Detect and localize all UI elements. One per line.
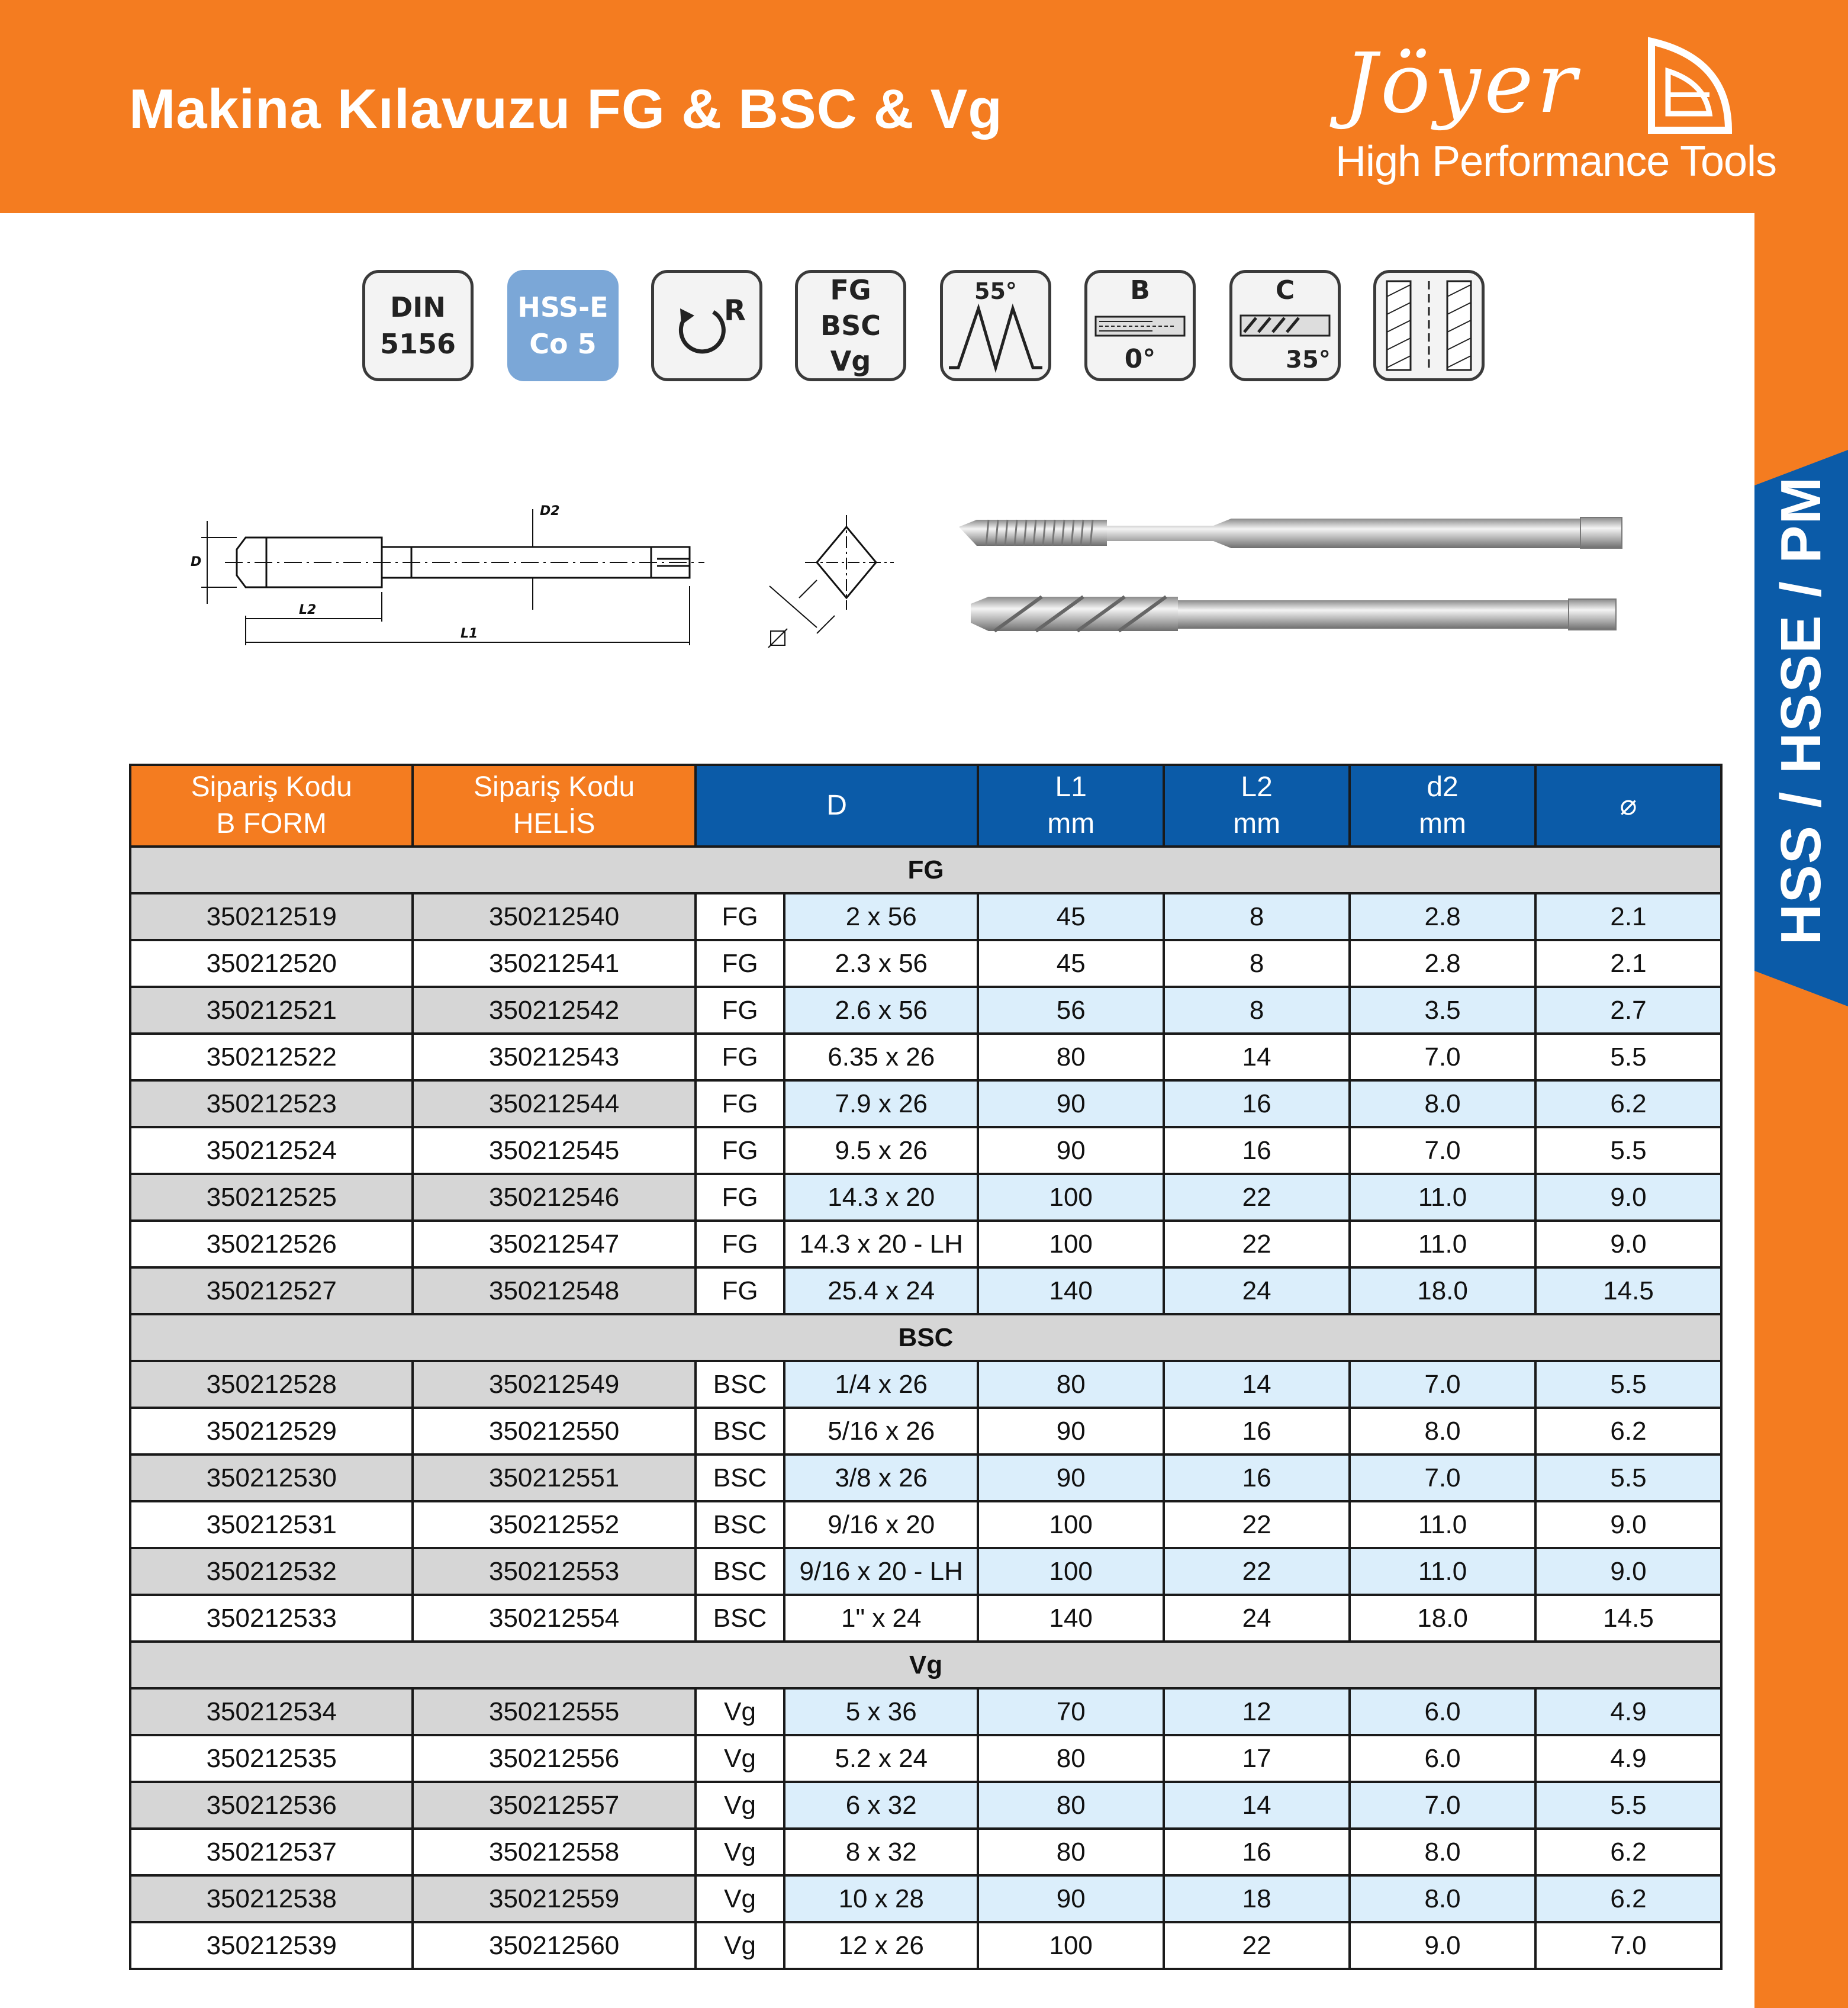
table-row bbox=[130, 1548, 1721, 1595]
shank-d2: 18.0 bbox=[1350, 1267, 1535, 1314]
header-line: ⌀ bbox=[1620, 790, 1637, 821]
shank-d2: 8.0 bbox=[1350, 1875, 1535, 1922]
length-l2: 22 bbox=[1164, 1501, 1350, 1548]
thread-size: 1" x 24 bbox=[784, 1595, 978, 1642]
shank-d2: 8.0 bbox=[1350, 1829, 1535, 1875]
table-row bbox=[130, 893, 1721, 940]
thread-standard: Vg bbox=[696, 1875, 784, 1922]
square-size: 6.2 bbox=[1535, 1875, 1721, 1922]
order-code-b-form: 350212522 bbox=[130, 1034, 413, 1080]
shank-d2: 6.0 bbox=[1350, 1688, 1535, 1735]
length-l2: 16 bbox=[1164, 1829, 1350, 1875]
square-size: 4.9 bbox=[1535, 1688, 1721, 1735]
rotation-arrow-icon bbox=[662, 287, 751, 364]
header-d bbox=[696, 765, 978, 847]
header-line: Sipariş Kodu bbox=[474, 771, 635, 803]
thread-size: 12 x 26 bbox=[784, 1922, 978, 1969]
through-hole-icon bbox=[1373, 270, 1485, 381]
table-row bbox=[130, 1782, 1721, 1829]
table-row bbox=[130, 1454, 1721, 1501]
rotation-right-icon bbox=[651, 270, 762, 381]
thread-standard: FG bbox=[696, 987, 784, 1034]
brand-tagline: High Performance Tools bbox=[1335, 138, 1777, 185]
square-size: 6.2 bbox=[1535, 1408, 1721, 1454]
length-l1: 56 bbox=[978, 987, 1164, 1034]
brand-name: Jöyer bbox=[1344, 36, 1580, 132]
thread-size: 6 x 32 bbox=[784, 1782, 978, 1829]
length-l1: 100 bbox=[978, 1501, 1164, 1548]
thread-size: 2.6 x 56 bbox=[784, 987, 978, 1034]
b-form-icon bbox=[1084, 270, 1196, 381]
header-order-code-b-form bbox=[130, 765, 413, 847]
thread-standard: FG bbox=[696, 1221, 784, 1267]
length-l1: 80 bbox=[978, 1782, 1164, 1829]
square-size: 6.2 bbox=[1535, 1829, 1721, 1875]
header-d2 bbox=[1350, 765, 1535, 847]
order-code-helix: 350212542 bbox=[413, 987, 695, 1034]
thread-size: 9/16 x 20 bbox=[784, 1501, 978, 1548]
length-l1: 70 bbox=[978, 1688, 1164, 1735]
length-l1: 80 bbox=[978, 1361, 1164, 1408]
square-size: 14.5 bbox=[1535, 1267, 1721, 1314]
thread-standard: BSC bbox=[696, 1361, 784, 1408]
table-row bbox=[130, 1080, 1721, 1127]
brand-block bbox=[1326, 24, 1777, 195]
length-l1: 100 bbox=[978, 1174, 1164, 1221]
helix-flute-tap bbox=[971, 597, 1616, 631]
brand-logo-icon bbox=[1646, 36, 1734, 136]
order-code-b-form: 350212530 bbox=[130, 1454, 413, 1501]
standard-bsc: BSC bbox=[820, 310, 881, 342]
thread-standard: Vg bbox=[696, 1829, 784, 1875]
square-size: 5.5 bbox=[1535, 1782, 1721, 1829]
thread-standard: FG bbox=[696, 893, 784, 940]
thread-standard: Vg bbox=[696, 1688, 784, 1735]
din-standard-icon bbox=[362, 270, 474, 381]
order-code-b-form: 350212521 bbox=[130, 987, 413, 1034]
thread-size: 7.9 x 26 bbox=[784, 1080, 978, 1127]
standard-vg: Vg bbox=[830, 345, 871, 377]
section-row bbox=[130, 1314, 1721, 1361]
order-code-b-form: 350212520 bbox=[130, 940, 413, 987]
order-code-b-form: 350212527 bbox=[130, 1267, 413, 1314]
thread-size: 25.4 x 24 bbox=[784, 1267, 978, 1314]
thread-size: 5.2 x 24 bbox=[784, 1735, 978, 1782]
length-l1: 140 bbox=[978, 1267, 1164, 1314]
order-code-helix: 350212543 bbox=[413, 1034, 695, 1080]
thread-size: 6.35 x 26 bbox=[784, 1034, 978, 1080]
order-code-b-form: 350212538 bbox=[130, 1875, 413, 1922]
c-form-helix-icon bbox=[1229, 270, 1341, 381]
length-l2: 24 bbox=[1164, 1595, 1350, 1642]
length-l2: 8 bbox=[1164, 940, 1350, 987]
shank-d2: 2.8 bbox=[1350, 940, 1535, 987]
order-code-b-form: 350212524 bbox=[130, 1127, 413, 1174]
shank-d2: 9.0 bbox=[1350, 1922, 1535, 1969]
dim-label-l2: L2 bbox=[299, 603, 317, 617]
tap-product-photo bbox=[953, 491, 1651, 663]
order-code-b-form: 350212532 bbox=[130, 1548, 413, 1595]
order-code-helix: 350212558 bbox=[413, 1829, 695, 1875]
length-l1: 90 bbox=[978, 1875, 1164, 1922]
order-code-helix: 350212547 bbox=[413, 1221, 695, 1267]
square-size: 2.1 bbox=[1535, 893, 1721, 940]
length-l1: 90 bbox=[978, 1454, 1164, 1501]
material-grade: Co 5 bbox=[529, 328, 597, 360]
page-title: Makina Kılavuzu FG & BSC & Vg bbox=[129, 78, 1003, 140]
order-code-b-form: 350212533 bbox=[130, 1595, 413, 1642]
order-code-helix: 350212551 bbox=[413, 1454, 695, 1501]
table-row bbox=[130, 1174, 1721, 1221]
length-l1: 90 bbox=[978, 1080, 1164, 1127]
section-row bbox=[130, 847, 1721, 893]
b-form-label: B bbox=[1130, 275, 1150, 305]
thread-size: 2.3 x 56 bbox=[784, 940, 978, 987]
length-l1: 100 bbox=[978, 1548, 1164, 1595]
material-label: HSS-E bbox=[517, 291, 609, 323]
table-row bbox=[130, 1875, 1721, 1922]
header-line: mm bbox=[1047, 808, 1095, 839]
thread-standard: FG bbox=[696, 1267, 784, 1314]
header-line: D bbox=[826, 790, 847, 821]
length-l1: 90 bbox=[978, 1127, 1164, 1174]
straight-flute-tap bbox=[959, 517, 1622, 548]
thread-size: 2 x 56 bbox=[784, 893, 978, 940]
section-title: Vg bbox=[130, 1642, 1721, 1688]
square-size: 5.5 bbox=[1535, 1454, 1721, 1501]
through-hole-graphic bbox=[1376, 273, 1482, 378]
length-l1: 80 bbox=[978, 1735, 1164, 1782]
thread-size: 14.3 x 20 bbox=[784, 1174, 978, 1221]
order-code-b-form: 350212523 bbox=[130, 1080, 413, 1127]
order-code-b-form: 350212536 bbox=[130, 1782, 413, 1829]
length-l1: 45 bbox=[978, 893, 1164, 940]
shank-d2: 7.0 bbox=[1350, 1034, 1535, 1080]
section-title: FG bbox=[130, 847, 1721, 893]
table-row bbox=[130, 1829, 1721, 1875]
length-l2: 22 bbox=[1164, 1174, 1350, 1221]
length-l2: 17 bbox=[1164, 1735, 1350, 1782]
shank-d2: 7.0 bbox=[1350, 1361, 1535, 1408]
table-row bbox=[130, 1034, 1721, 1080]
order-code-b-form: 350212528 bbox=[130, 1361, 413, 1408]
c-form-label: C bbox=[1275, 275, 1295, 305]
shank-d2: 6.0 bbox=[1350, 1735, 1535, 1782]
thread-size: 9/16 x 20 - LH bbox=[784, 1548, 978, 1595]
length-l2: 16 bbox=[1164, 1454, 1350, 1501]
length-l2: 14 bbox=[1164, 1034, 1350, 1080]
table-row bbox=[130, 1922, 1721, 1969]
length-l2: 22 bbox=[1164, 1548, 1350, 1595]
square-size: 14.5 bbox=[1535, 1595, 1721, 1642]
header-line: mm bbox=[1419, 808, 1467, 839]
order-code-helix: 350212549 bbox=[413, 1361, 695, 1408]
thread-standard: FG bbox=[696, 940, 784, 987]
order-code-helix: 350212544 bbox=[413, 1080, 695, 1127]
thread-size: 9.5 x 26 bbox=[784, 1127, 978, 1174]
order-code-b-form: 350212535 bbox=[130, 1735, 413, 1782]
length-l1: 100 bbox=[978, 1922, 1164, 1969]
length-l2: 14 bbox=[1164, 1361, 1350, 1408]
length-l1: 45 bbox=[978, 940, 1164, 987]
shank-d2: 8.0 bbox=[1350, 1080, 1535, 1127]
order-code-b-form: 350212526 bbox=[130, 1221, 413, 1267]
length-l2: 12 bbox=[1164, 1688, 1350, 1735]
order-code-helix: 350212552 bbox=[413, 1501, 695, 1548]
thread-size: 1/4 x 26 bbox=[784, 1361, 978, 1408]
square-size: 9.0 bbox=[1535, 1548, 1721, 1595]
table-row bbox=[130, 1688, 1721, 1735]
thread-profile-icon bbox=[943, 273, 1048, 378]
header-line: B FORM bbox=[216, 808, 327, 839]
shank-d2: 2.8 bbox=[1350, 893, 1535, 940]
square-dimension-icon bbox=[768, 629, 787, 648]
header-line: L1 bbox=[1055, 771, 1087, 803]
section-title: BSC bbox=[130, 1314, 1721, 1361]
shank-d2: 11.0 bbox=[1350, 1548, 1535, 1595]
order-code-helix: 350212560 bbox=[413, 1922, 695, 1969]
thread-standard: BSC bbox=[696, 1548, 784, 1595]
length-l2: 16 bbox=[1164, 1127, 1350, 1174]
table-row bbox=[130, 1595, 1721, 1642]
dim-label-l1: L1 bbox=[461, 626, 478, 641]
material-icon bbox=[507, 270, 619, 381]
thread-size: 3/8 x 26 bbox=[784, 1454, 978, 1501]
order-code-b-form: 350212531 bbox=[130, 1501, 413, 1548]
shank-d2: 7.0 bbox=[1350, 1454, 1535, 1501]
shank-d2: 11.0 bbox=[1350, 1501, 1535, 1548]
order-code-helix: 350212557 bbox=[413, 1782, 695, 1829]
dim-label-d: D bbox=[191, 555, 202, 569]
square-size: 6.2 bbox=[1535, 1080, 1721, 1127]
length-l1: 80 bbox=[978, 1034, 1164, 1080]
order-code-b-form: 350212537 bbox=[130, 1829, 413, 1875]
order-code-helix: 350212550 bbox=[413, 1408, 695, 1454]
order-code-b-form: 350212529 bbox=[130, 1408, 413, 1454]
thread-angle-label: 55° bbox=[974, 278, 1017, 304]
thread-standard: FG bbox=[696, 1034, 784, 1080]
length-l2: 14 bbox=[1164, 1782, 1350, 1829]
thread-standard: BSC bbox=[696, 1501, 784, 1548]
square-size: 5.5 bbox=[1535, 1034, 1721, 1080]
thread-size: 14.3 x 20 - LH bbox=[784, 1221, 978, 1267]
order-code-b-form: 350212519 bbox=[130, 893, 413, 940]
header-line: HELİS bbox=[513, 808, 595, 839]
square-size: 9.0 bbox=[1535, 1174, 1721, 1221]
thread-standard-icon bbox=[795, 270, 906, 381]
table-row bbox=[130, 1127, 1721, 1174]
thread-standard: FG bbox=[696, 1174, 784, 1221]
order-code-b-form: 350212534 bbox=[130, 1688, 413, 1735]
length-l1: 140 bbox=[978, 1595, 1164, 1642]
shank-d2: 11.0 bbox=[1350, 1221, 1535, 1267]
length-l2: 16 bbox=[1164, 1080, 1350, 1127]
b-form-tap-icon bbox=[1087, 273, 1193, 378]
thread-standard: Vg bbox=[696, 1782, 784, 1829]
header-line: d2 bbox=[1427, 771, 1459, 803]
thread-size: 10 x 28 bbox=[784, 1875, 978, 1922]
length-l2: 22 bbox=[1164, 1922, 1350, 1969]
square-size: 9.0 bbox=[1535, 1221, 1721, 1267]
order-code-helix: 350212554 bbox=[413, 1595, 695, 1642]
header-line: Sipariş Kodu bbox=[191, 771, 352, 803]
header-square bbox=[1535, 765, 1721, 847]
helix-angle: 35° bbox=[1286, 346, 1331, 374]
length-l1: 100 bbox=[978, 1221, 1164, 1267]
spec-table-body bbox=[130, 847, 1721, 1969]
table-row bbox=[130, 940, 1721, 987]
order-code-helix: 350212555 bbox=[413, 1688, 695, 1735]
square-size: 5.5 bbox=[1535, 1361, 1721, 1408]
helix-tap-icon bbox=[1232, 273, 1338, 378]
order-code-helix: 350212546 bbox=[413, 1174, 695, 1221]
header-order-code-helix bbox=[413, 765, 695, 847]
table-row bbox=[130, 987, 1721, 1034]
shank-d2: 11.0 bbox=[1350, 1174, 1535, 1221]
table-row bbox=[130, 1267, 1721, 1314]
square-size: 2.7 bbox=[1535, 987, 1721, 1034]
order-code-helix: 350212540 bbox=[413, 893, 695, 940]
material-side-label: HSS / HSSE / PM bbox=[1769, 475, 1833, 945]
length-l1: 90 bbox=[978, 1408, 1164, 1454]
thread-standard: Vg bbox=[696, 1735, 784, 1782]
length-l2: 24 bbox=[1164, 1267, 1350, 1314]
shank-d2: 7.0 bbox=[1350, 1127, 1535, 1174]
table-row bbox=[130, 1408, 1721, 1454]
length-l2: 16 bbox=[1164, 1408, 1350, 1454]
length-l2: 8 bbox=[1164, 987, 1350, 1034]
header-banner bbox=[0, 0, 1848, 213]
thread-angle-icon bbox=[940, 270, 1051, 381]
order-code-helix: 350212548 bbox=[413, 1267, 695, 1314]
order-code-b-form: 350212539 bbox=[130, 1922, 413, 1969]
square-size: 4.9 bbox=[1535, 1735, 1721, 1782]
thread-standard: FG bbox=[696, 1127, 784, 1174]
rotation-label: R bbox=[724, 294, 746, 327]
shank-d2: 3.5 bbox=[1350, 987, 1535, 1034]
shank-d2: 18.0 bbox=[1350, 1595, 1535, 1642]
square-size: 9.0 bbox=[1535, 1501, 1721, 1548]
shank-d2: 8.0 bbox=[1350, 1408, 1535, 1454]
dim-label-d2: D2 bbox=[540, 504, 560, 519]
din-label: DIN bbox=[390, 291, 446, 323]
spec-table bbox=[129, 764, 1723, 1970]
header-line: mm bbox=[1233, 808, 1281, 839]
square-size: 5.5 bbox=[1535, 1127, 1721, 1174]
header-l1 bbox=[978, 765, 1164, 847]
thread-size: 5 x 36 bbox=[784, 1688, 978, 1735]
table-row bbox=[130, 1361, 1721, 1408]
header-line: L2 bbox=[1241, 771, 1273, 803]
length-l2: 18 bbox=[1164, 1875, 1350, 1922]
thread-standard: BSC bbox=[696, 1454, 784, 1501]
thread-standard: Vg bbox=[696, 1922, 784, 1969]
order-code-b-form: 350212525 bbox=[130, 1174, 413, 1221]
length-l2: 22 bbox=[1164, 1221, 1350, 1267]
table-row bbox=[130, 1221, 1721, 1267]
table-header-row bbox=[130, 765, 1721, 847]
thread-standard: FG bbox=[696, 1080, 784, 1127]
order-code-helix: 350212541 bbox=[413, 940, 695, 987]
square-size: 2.1 bbox=[1535, 940, 1721, 987]
thread-standard: BSC bbox=[696, 1408, 784, 1454]
din-number: 5156 bbox=[379, 328, 456, 360]
thread-standard: BSC bbox=[696, 1595, 784, 1642]
thread-size: 5/16 x 26 bbox=[784, 1408, 978, 1454]
length-l2: 8 bbox=[1164, 893, 1350, 940]
length-l1: 80 bbox=[978, 1829, 1164, 1875]
tap-dimension-drawing bbox=[178, 497, 923, 663]
standard-fg: FG bbox=[830, 274, 871, 306]
table-row bbox=[130, 1735, 1721, 1782]
order-code-helix: 350212553 bbox=[413, 1548, 695, 1595]
square-size: 7.0 bbox=[1535, 1922, 1721, 1969]
shank-d2: 7.0 bbox=[1350, 1782, 1535, 1829]
order-code-helix: 350212545 bbox=[413, 1127, 695, 1174]
header-l2 bbox=[1164, 765, 1350, 847]
table-row bbox=[130, 1501, 1721, 1548]
b-form-angle: 0° bbox=[1124, 344, 1156, 374]
section-row bbox=[130, 1642, 1721, 1688]
thread-size: 8 x 32 bbox=[784, 1829, 978, 1875]
order-code-helix: 350212556 bbox=[413, 1735, 695, 1782]
order-code-helix: 350212559 bbox=[413, 1875, 695, 1922]
